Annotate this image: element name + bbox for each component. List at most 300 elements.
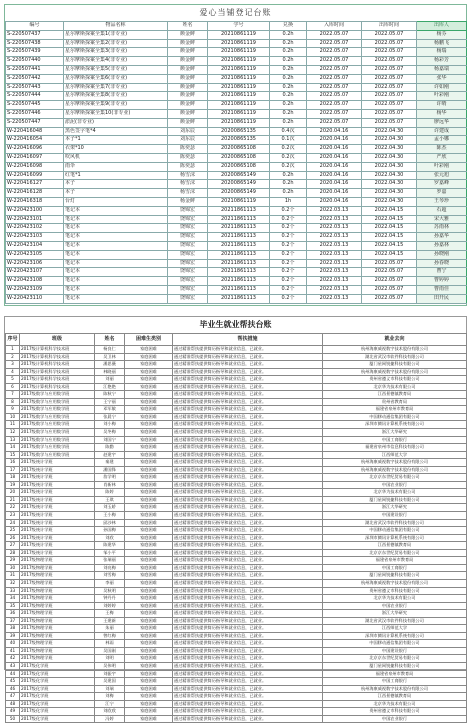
table-cell: 家庭困难 (125, 602, 173, 610)
table-cell: 秦建 (95, 459, 125, 467)
table-cell: 通过精准帮扶提供简历指导和就业信息，已就业。 (173, 504, 323, 512)
table-cell: 20210861119 (208, 65, 270, 74)
table-cell: 0.2h (270, 180, 307, 189)
table-cell: 20211861113 (208, 250, 270, 259)
table-cell: 2020.04.16 (307, 136, 362, 145)
table-cell: 2017级物理学班 (20, 647, 95, 655)
table-cell: 家庭困难 (125, 421, 173, 429)
table-cell: 星尔摩斯探案全集3(非专业) (64, 48, 168, 57)
table-cell: 2017级化学班 (20, 708, 95, 716)
table-cell: 0.2个 (270, 224, 307, 233)
table-cell: 家庭困难 (125, 346, 173, 354)
table-cell: 曾红梅 (95, 632, 125, 640)
table-cell: 杨金鲜 (168, 197, 208, 206)
table-row (6, 542, 467, 550)
table-cell: 刘婷婷 (95, 602, 125, 610)
table-cell: 孙嘉华 (417, 233, 467, 242)
table-cell: 通过精准帮扶提供简历指导和就业信息，已就业。 (173, 466, 323, 474)
table-cell: S-220507440 (6, 57, 64, 66)
table-cell: 家庭困难 (125, 444, 173, 452)
table-cell: 20210861119 (208, 39, 270, 48)
table-cell: 吴卫林 (95, 353, 125, 361)
table-cell: 21 (6, 496, 20, 504)
table-cell: 2017级计算机科学技术班 (20, 383, 95, 391)
table-row (6, 57, 467, 66)
table-cell: 家庭困难 (125, 662, 173, 670)
table-cell: W-220423107 (6, 268, 64, 277)
table-cell: 家庭困难 (125, 451, 173, 459)
table-cell: 33 (6, 587, 20, 595)
table-cell: 2022.05.07 (307, 74, 362, 83)
table-cell: 本子 (64, 189, 168, 198)
table-cell: 家庭困难 (125, 647, 173, 655)
table-cell: 26 (6, 534, 20, 542)
table-cell: 2022.05.07 (307, 101, 362, 110)
table-cell: 潘国锋 (95, 466, 125, 474)
table-cell: 2022.04.30 (362, 136, 417, 145)
table-cell: 江西师范大学 (323, 451, 467, 459)
table-cell: 2017级物理学班 (20, 610, 95, 618)
table-cell: 张华 (417, 74, 467, 83)
table-cell: 20211861113 (208, 285, 270, 294)
table-cell: 2022.04.15 (362, 233, 417, 242)
table-cell: 吹风机 (64, 153, 168, 162)
table-cell: 北京华为技术有限公司 (323, 489, 467, 497)
table-cell: 23 (6, 512, 20, 520)
table-cell: 北京华为技术有限公司 (323, 700, 467, 708)
table-cell: 0.2h (270, 101, 307, 110)
table-cell: 7 (6, 391, 20, 399)
table-row (6, 92, 467, 101)
table-cell: 许晴 (417, 101, 467, 110)
table-cell: 中国工商银行 (323, 678, 467, 686)
table-cell: 孙春晓 (417, 259, 467, 268)
table-cell: 湖北省武汉市软件科技有限公司 (323, 519, 467, 527)
table-cell: 浙江大华研究 (323, 504, 467, 512)
table-cell: 杭州海康威视数字技术股份有限公司 (323, 579, 467, 587)
table-row (6, 65, 467, 74)
table-cell: 石超 (417, 206, 467, 215)
table-cell: W-220423105 (6, 250, 64, 259)
table-cell: 杭州海康威视数字技术股份有限公司 (323, 368, 467, 376)
table-cell: 2017级统计学班 (20, 459, 95, 467)
table-cell: 家庭困难 (125, 587, 173, 595)
table-cell: 刘欣 (95, 534, 125, 542)
table-cell: 2022.05.07 (307, 92, 362, 101)
column-header: 班级 (20, 334, 95, 346)
table-cell: 39 (6, 632, 20, 640)
table-row (6, 572, 467, 580)
table-cell: 田开民 (417, 294, 467, 303)
table-cell: 江西师范大学 (323, 625, 467, 633)
table-cell: 2022.04.30 (362, 145, 417, 154)
table-cell: 家庭困难 (125, 413, 173, 421)
table-cell: 北京华为技术有限公司 (323, 595, 467, 603)
table-cell: 邹小平 (95, 549, 125, 557)
table-cell: 李丽 (95, 579, 125, 587)
table-cell: 家庭困难 (125, 459, 173, 467)
table-cell: 福建省泉州市教育局 (323, 406, 467, 414)
table-cell: 家庭困难 (125, 655, 173, 663)
table-cell: 笔记本 (64, 294, 168, 303)
table-cell: 家庭困难 (125, 640, 173, 648)
table-cell: 2022.05.07 (362, 277, 417, 286)
table-cell: 中国建设银行 (323, 512, 467, 520)
table-cell: 家庭困难 (125, 625, 173, 633)
table-cell: 北京华为技术有限公司 (323, 383, 467, 391)
table-cell: 0.2h (270, 171, 307, 180)
table-cell: 颜金鲜 (168, 57, 208, 66)
table-cell: 红笔*1 (64, 171, 168, 180)
table-cell: 20210861119 (208, 57, 270, 66)
table-cell: S-220507442 (6, 74, 64, 83)
table-cell: 王小梅 (95, 512, 125, 520)
table-cell: 家庭困难 (125, 708, 173, 716)
table-cell: 37 (6, 617, 20, 625)
table-cell: 通过精准帮扶提供简历指导和就业信息，已就业。 (173, 715, 323, 723)
table-row (6, 127, 467, 136)
table-cell: 2022.03.13 (307, 215, 362, 224)
table-cell: 20211861113 (208, 277, 270, 286)
table-row (6, 215, 467, 224)
table-cell: 叶彩刚 (417, 92, 467, 101)
table-cell: 13 (6, 436, 20, 444)
table-cell: 通过精准帮扶提供简历指导和就业信息，已就业。 (173, 602, 323, 610)
column-header: 出库时间 (362, 22, 417, 31)
table-cell: 2022.05.07 (362, 83, 417, 92)
table-cell: 32 (6, 579, 20, 587)
table-cell: 家庭困难 (125, 564, 173, 572)
table-cell: 刘瑞 (95, 685, 125, 693)
table-cell: 刘玉娇 (95, 504, 125, 512)
table-cell: 星尔摩斯探案全集10(非专业) (64, 109, 168, 118)
table-cell: 杨良仁 (95, 346, 125, 354)
table-cell: 许如刚 (417, 83, 467, 92)
table-cell: W-220423102 (6, 224, 64, 233)
table-cell: 20211861113 (208, 241, 270, 250)
table-cell: W-220416099 (6, 171, 64, 180)
table-cell: 家庭困难 (125, 670, 173, 678)
table-cell: 刘东辰 (168, 136, 208, 145)
table-cell: 0.2个 (270, 268, 307, 277)
column-header: 物品名称 (64, 22, 168, 31)
table-cell: 詹学明 (95, 474, 125, 482)
table-cell: 48 (6, 700, 20, 708)
table-cell: 饶锦宏 (168, 224, 208, 233)
table-cell: 福建省泉州市教育局 (323, 670, 467, 678)
table-cell: 通过精准帮扶提供简历指导和就业信息，已就业。 (173, 632, 323, 640)
table-cell: S-220507445 (6, 101, 64, 110)
table-cell: 饶锦宏 (168, 215, 208, 224)
table-cell: 陈秋宁 (95, 391, 125, 399)
table-cell: 家庭困难 (125, 368, 173, 376)
table-cell: 0.2个 (270, 277, 307, 286)
table-cell: 2017级化学班 (20, 693, 95, 701)
table-cell: 2022.05.07 (362, 268, 417, 277)
table-row (6, 197, 467, 206)
column-header: 编号 (6, 22, 64, 31)
table-row (6, 346, 467, 354)
table-cell: 通过精准帮扶提供简历指导和就业信息，已就业。 (173, 406, 323, 414)
table-cell: 通过精准帮扶提供简历指导和就业信息，已就业。 (173, 587, 323, 595)
table-cell: 邱沙林 (95, 519, 125, 527)
table-cell: 2022.05.07 (307, 118, 362, 127)
graduate-employment-sheet (4, 316, 467, 721)
table-row (6, 429, 467, 437)
table-row (6, 655, 467, 663)
table-cell: 杨华 (417, 109, 467, 118)
table-cell: 2022.03.13 (307, 259, 362, 268)
table-row (6, 277, 467, 286)
table-cell: 通过精准帮扶提供简历指导和就业信息，已就业。 (173, 662, 323, 670)
table-cell: 北京京东世纪贸易有限公司 (323, 655, 467, 663)
table-row (6, 444, 467, 452)
table-cell: 41 (6, 647, 20, 655)
table-cell: 王宁丽 (95, 398, 125, 406)
table-cell: 星尔摩斯探案全集5(非专业) (64, 65, 168, 74)
table-row (6, 153, 467, 162)
table-cell: 2022.04.30 (362, 197, 417, 206)
column-header: 困难生类别 (125, 334, 173, 346)
table-row (6, 662, 467, 670)
table-row (6, 678, 467, 686)
table-cell: 2022.04.30 (362, 153, 417, 162)
table-cell: 2017级数学与应用数学班 (20, 429, 95, 437)
table-cell: 深圳市腾讯计算机系统有限公司 (323, 632, 467, 640)
table-cell: 家庭困难 (125, 595, 173, 603)
table-row (6, 557, 467, 565)
table-cell: 家庭困难 (125, 489, 173, 497)
table-cell: 贵州省遵义市科技有限公司 (323, 376, 467, 384)
table-cell: 通过精准帮扶提供简历指导和就业信息，已就业。 (173, 496, 323, 504)
table-cell: 陈勤 (95, 444, 125, 452)
table-cell: 颜金鲜 (168, 39, 208, 48)
table-cell: 北京京东世纪贸易有限公司 (323, 549, 467, 557)
ledger-body (6, 30, 467, 303)
table-cell: W-220416048 (6, 127, 64, 136)
table-cell: 20211861113 (208, 215, 270, 224)
table-cell: 中国移动通信集团有限公司 (323, 527, 467, 535)
table-row (6, 481, 467, 489)
table-cell: 家庭困难 (125, 391, 173, 399)
table-cell: 2022.04.15 (362, 206, 417, 215)
table-cell: 通过精准帮扶提供简历指导和就业信息，已就业。 (173, 670, 323, 678)
table-cell: 通过精准帮扶提供简历指导和就业信息，已就业。 (173, 444, 323, 452)
table-cell: 1 (6, 346, 20, 354)
table-cell: 2017级统计学班 (20, 489, 95, 497)
table-cell: 吴冬梅 (95, 429, 125, 437)
table-cell: 2017级物理学班 (20, 602, 95, 610)
table-cell: 2017级化学班 (20, 670, 95, 678)
table-cell: 2022.05.07 (307, 65, 362, 74)
table-cell: 通过精准帮扶提供简历指导和就业信息，已就业。 (173, 346, 323, 354)
table-cell: 通过精准帮扶提供简历指导和就业信息，已就业。 (173, 421, 323, 429)
table-cell: 家庭困难 (125, 542, 173, 550)
table-cell: 通过精准帮扶提供简历指导和就业信息，已就业。 (173, 519, 323, 527)
table-cell: 0.1次 (270, 136, 307, 145)
table-cell: 27 (6, 542, 20, 550)
table-cell: 家庭困难 (125, 406, 173, 414)
table-cell: 杨鹏飞 (417, 39, 467, 48)
column-header: 姓名 (95, 334, 125, 346)
table-cell: 吴伟明 (95, 662, 125, 670)
table-row (6, 180, 467, 189)
table-cell: 2017级计算机科学技术班 (20, 368, 95, 376)
table-cell: 2017级化学班 (20, 662, 95, 670)
table-cell: 雨伞 (64, 162, 168, 171)
column-header: 帮扶措施 (173, 334, 323, 346)
table-cell: 贵州省遵义市科技有限公司 (323, 708, 467, 716)
table-cell: 杨嘉瑞 (417, 65, 467, 74)
table-cell: 2017级数学与应用数学班 (20, 436, 95, 444)
table-cell: 2022.05.07 (307, 39, 362, 48)
table-cell: 陈奕瑟 (168, 145, 208, 154)
table-row (6, 206, 467, 215)
table-cell: 杭州海康威视数字技术股份有限公司 (323, 685, 467, 693)
table-cell: 王琪 (95, 496, 125, 504)
table-cell: 20200865149 (208, 171, 270, 180)
table-cell: 廖远华 (417, 118, 467, 127)
table-cell: 2017级数学与应用数学班 (20, 451, 95, 459)
table-cell: 2022.04.15 (362, 215, 417, 224)
table-cell: 47 (6, 693, 20, 701)
table-cell: 20210861119 (208, 118, 270, 127)
table-row (6, 268, 467, 277)
table-cell: 通过精准帮扶提供简历指导和就业信息，已就业。 (173, 549, 323, 557)
table-cell: 38 (6, 625, 20, 633)
table-cell: W-220416096 (6, 145, 64, 154)
table-cell: 2022.03.13 (307, 285, 362, 294)
table-cell: 贵州省教育局 (323, 398, 467, 406)
table-cell: 福建省泉州市教育局 (323, 557, 467, 565)
table-cell: 2022.04.30 (362, 162, 417, 171)
table-row (6, 640, 467, 648)
table-cell: 0.2个 (270, 215, 307, 224)
table-row (6, 579, 467, 587)
table-cell: 2017级统计学班 (20, 534, 95, 542)
table-cell: 通过精准帮扶提供简历指导和就业信息，已就业。 (173, 610, 323, 618)
table-cell: 2017级计算机科学技术班 (20, 346, 95, 354)
table-cell: 家庭困难 (125, 572, 173, 580)
table-cell: 林晓丽 (95, 368, 125, 376)
table-cell: 通过精准帮扶提供简历指导和就业信息，已就业。 (173, 640, 323, 648)
table-cell: 笔记本 (64, 206, 168, 215)
table-cell: 25 (6, 527, 20, 535)
table-cell: 冯婷 (95, 715, 125, 723)
table-cell: 通过精准帮扶提供简历指导和就业信息，已就业。 (173, 527, 323, 535)
table-cell: 2022.04.30 (362, 171, 417, 180)
table-cell: 颜金鲜 (168, 109, 208, 118)
table-cell: 通过精准帮扶提供简历指导和就业信息，已就业。 (173, 489, 323, 497)
table-cell: 0.2h (270, 30, 307, 39)
table-cell: 刘丽 (95, 376, 125, 384)
table-cell: 刘明 (95, 655, 125, 663)
table-cell: 2022.05.07 (362, 30, 417, 39)
table-cell: 家庭困难 (125, 534, 173, 542)
table-cell: 中国工商银行 (323, 436, 467, 444)
table-cell: 家庭困难 (125, 504, 173, 512)
table-cell: 20200865108 (208, 145, 270, 154)
employment-title: 毕业生就业帮扶台账 (199, 320, 272, 329)
table-cell: 0.2h (270, 57, 307, 66)
table-cell: S-220507444 (6, 92, 64, 101)
table-cell: 张瑞丽 (95, 557, 125, 565)
table-cell: 通过精准帮扶提供简历指导和就业信息，已就业。 (173, 625, 323, 633)
table-row (6, 647, 467, 655)
table-row (6, 512, 467, 520)
table-cell: 29 (6, 557, 20, 565)
table-cell: 杭州海康威视数字技术股份有限公司 (323, 466, 467, 474)
table-cell: W-220423106 (6, 259, 64, 268)
table-cell: 2022.05.07 (307, 109, 362, 118)
table-cell: W-220423110 (6, 294, 64, 303)
column-header: 序号 (6, 334, 20, 346)
table-cell: 34 (6, 595, 20, 603)
pawn-shop-ledger-sheet (4, 4, 467, 306)
table-cell: 家庭困难 (125, 512, 173, 520)
table-row (6, 421, 467, 429)
table-cell: 31 (6, 572, 20, 580)
ledger-header-row (6, 22, 467, 31)
table-cell: 家庭困难 (125, 557, 173, 565)
table-cell: 50 (6, 715, 20, 723)
table-cell: 43 (6, 662, 20, 670)
table-cell: S-220507439 (6, 48, 64, 57)
table-cell: 通过精准帮扶提供简历指导和就业信息，已就业。 (173, 595, 323, 603)
table-cell: 0.2h (270, 109, 307, 118)
table-cell: 2022.05.07 (362, 109, 417, 118)
table-cell: 0.2次 (270, 145, 307, 154)
table-cell: 0.2个 (270, 241, 307, 250)
table-cell: 本子 (64, 180, 168, 189)
table-cell: 厦门星网锐捷科技有限公司 (323, 361, 467, 369)
table-row (6, 285, 467, 294)
table-cell: 8 (6, 398, 20, 406)
table-cell: 林雨 (95, 640, 125, 648)
table-cell: 厦门星网锐捷科技有限公司 (323, 662, 467, 670)
table-cell: 通过精准帮扶提供简历指导和就业信息，已就业。 (173, 647, 323, 655)
table-cell: 2022.03.13 (307, 241, 362, 250)
table-cell: 中国农业银行 (323, 481, 467, 489)
table-cell: 颜金鲜 (168, 48, 208, 57)
table-cell: 家庭困难 (125, 376, 173, 384)
table-cell: 潘思薇 (95, 361, 125, 369)
table-row (6, 48, 467, 57)
table-cell: 吴国刚 (95, 647, 125, 655)
table-cell: 2017级物理学班 (20, 579, 95, 587)
table-cell: 2020.04.16 (307, 127, 362, 136)
table-cell: 家庭困难 (125, 429, 173, 437)
column-header: 就业去向 (323, 334, 467, 346)
table-cell: 星尔摩斯探案全集4(非专业) (64, 57, 168, 66)
table-cell: 9 (6, 406, 20, 414)
table-cell: 20210861119 (208, 92, 270, 101)
employment-body (6, 346, 467, 723)
table-cell: 家庭困难 (125, 496, 173, 504)
table-cell: 刘梅 (95, 693, 125, 701)
table-cell: 0.2h (270, 92, 307, 101)
table-cell: 黑色签字笔*4 (64, 127, 168, 136)
table-cell: 杨雪沫 (168, 189, 208, 198)
table-row (6, 398, 467, 406)
table-row (6, 459, 467, 467)
table-row (6, 353, 467, 361)
table-cell: 通过精准帮扶提供简历指导和就业信息，已就业。 (173, 429, 323, 437)
table-cell: 通过精准帮扶提供简历指导和就业信息，已就业。 (173, 361, 323, 369)
table-cell: 2017级物理学班 (20, 625, 95, 633)
table-cell: 杨彩芳 (417, 57, 467, 66)
table-cell: 通过精准帮扶提供简历指导和就业信息，已就业。 (173, 481, 323, 489)
